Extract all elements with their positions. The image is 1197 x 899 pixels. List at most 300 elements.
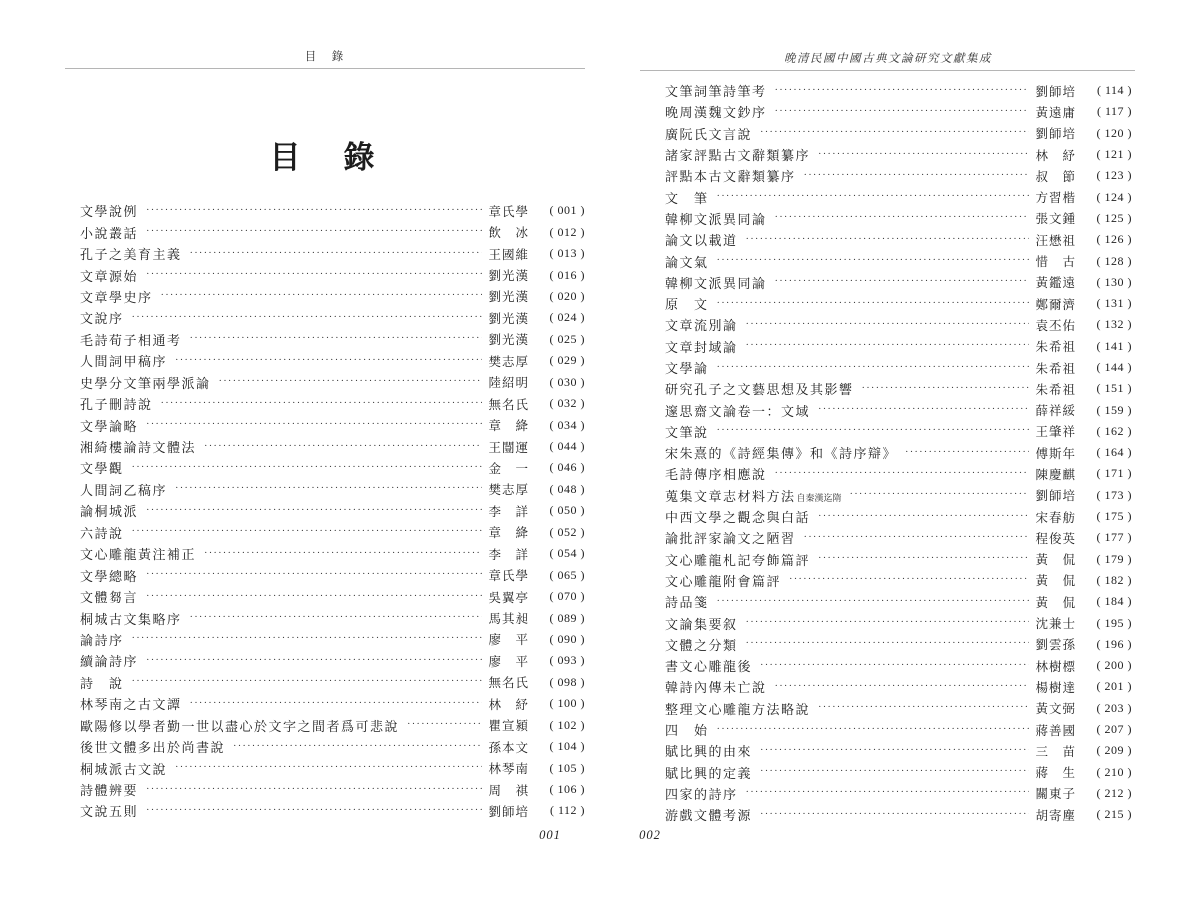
entry-title: 論文以載道 xyxy=(665,233,738,249)
toc-title: 目 錄 xyxy=(269,140,381,175)
entry-author: 黃鑑遠 xyxy=(1035,276,1076,291)
entry-page: ( 177 ) xyxy=(1076,530,1132,545)
dot-leader xyxy=(407,718,482,732)
entry-page: ( 182 ) xyxy=(1076,573,1132,588)
entry-page: ( 203 ) xyxy=(1076,701,1132,716)
toc-entry xyxy=(665,165,1132,186)
entry-author: 林 紓 xyxy=(488,697,529,712)
entry-page: ( 131 ) xyxy=(1076,296,1132,311)
entry-author: 章氏學 xyxy=(488,569,529,584)
dot-leader xyxy=(146,225,482,239)
dot-leader xyxy=(132,311,483,325)
entry-page: ( 054 ) xyxy=(529,546,585,561)
toc-entry xyxy=(665,186,1132,207)
entry-page: ( 209 ) xyxy=(1076,743,1132,758)
toc-entry xyxy=(80,543,585,564)
dot-leader xyxy=(789,573,1029,587)
entry-title: 文章流別論 xyxy=(665,318,738,334)
entry-page: ( 171 ) xyxy=(1076,466,1132,481)
entry-title: 賦比興的定義 xyxy=(665,765,753,781)
toc-entry xyxy=(80,436,585,457)
entry-title: 桐城派古文說 xyxy=(80,761,168,777)
entry-title: 文心雕龍黃注補正 xyxy=(80,547,197,563)
entry-author: 廖 平 xyxy=(488,633,529,648)
entry-page: ( 112 ) xyxy=(529,803,585,818)
entry-title: 詩品箋 xyxy=(665,595,709,611)
toc-entry xyxy=(80,372,585,393)
toc-entry xyxy=(665,442,1132,463)
dot-leader xyxy=(746,786,1030,800)
dot-leader xyxy=(746,339,1030,353)
toc-entry xyxy=(665,570,1132,591)
entry-title: 文章封域論 xyxy=(665,339,738,355)
toc-entry xyxy=(80,800,585,821)
entry-title: 文筆詞筆詩筆考 xyxy=(665,84,767,100)
entry-page: ( 162 ) xyxy=(1076,424,1132,439)
entry-page: ( 114 ) xyxy=(1076,83,1132,98)
entry-title: 原 文 xyxy=(665,297,709,313)
entry-title: 後世文體多出於尚書說 xyxy=(80,740,226,756)
entry-title: 文學論 xyxy=(665,361,709,376)
dot-leader xyxy=(717,190,1030,204)
toc-entry xyxy=(80,350,585,371)
left-folio: 001 xyxy=(539,828,561,842)
toc-entry xyxy=(665,144,1132,165)
dot-leader xyxy=(818,148,1029,162)
entry-author: 劉光漢 xyxy=(488,333,529,348)
toc-entry xyxy=(80,393,585,414)
entry-page: ( 175 ) xyxy=(1076,509,1132,524)
toc-entry xyxy=(665,272,1132,293)
toc-entry xyxy=(665,549,1132,570)
entry-title: 詩體辨要 xyxy=(80,783,139,799)
entry-page: ( 001 ) xyxy=(529,203,585,218)
entry-page: ( 029 ) xyxy=(529,353,585,368)
entry-author: 鄭爾濟 xyxy=(1035,297,1076,312)
entry-page: ( 173 ) xyxy=(1076,488,1132,503)
entry-title: 文學論略 xyxy=(80,418,139,434)
entry-page: ( 065 ) xyxy=(529,568,585,583)
toc-entry xyxy=(80,672,585,693)
toc-entry xyxy=(665,123,1132,144)
entry-author: 馬其昶 xyxy=(488,612,529,627)
entry-title: 書文心雕龍後 xyxy=(665,659,753,675)
entry-title: 韓詩內傳未亡說 xyxy=(665,680,767,696)
dot-leader xyxy=(775,275,1030,289)
entry-title: 文說五則 xyxy=(80,804,139,820)
entry-page: ( 123 ) xyxy=(1076,168,1132,183)
entry-author: 林樹標 xyxy=(1035,659,1076,674)
entry-author: 飲 冰 xyxy=(488,226,529,241)
entry-author: 章氏學 xyxy=(488,204,529,219)
entry-title: 評點本古文辭類纂序 xyxy=(665,169,796,185)
entry-page: ( 052 ) xyxy=(529,525,585,540)
entry-author: 程俊英 xyxy=(1035,531,1076,546)
entry-title: 游戲文體考源 xyxy=(665,808,753,824)
entry-author: 惜 古 xyxy=(1035,255,1076,270)
toc-entry xyxy=(80,457,585,478)
entry-page: ( 117 ) xyxy=(1076,104,1132,119)
right-folio: 002 xyxy=(639,828,661,842)
entry-author: 關東子 xyxy=(1035,787,1076,802)
entry-page: ( 141 ) xyxy=(1076,339,1132,354)
toc-entry xyxy=(665,80,1132,101)
entry-title: 文說序 xyxy=(80,311,124,327)
entry-page: ( 207 ) xyxy=(1076,722,1132,737)
toc-entry xyxy=(80,264,585,285)
entry-page: ( 130 ) xyxy=(1076,275,1132,290)
toc-entry xyxy=(80,243,585,264)
entry-page: ( 159 ) xyxy=(1076,403,1132,418)
toc-entry xyxy=(665,634,1132,655)
toc-entry xyxy=(80,586,585,607)
toc-entry xyxy=(665,208,1132,229)
entry-title: 桐城古文集略序 xyxy=(80,611,182,627)
entry-title: 文學觀 xyxy=(80,461,124,477)
dot-leader xyxy=(905,446,1029,460)
entry-page: ( 030 ) xyxy=(529,375,585,390)
entry-title: 人間詞甲稿序 xyxy=(80,354,168,370)
entry-title: 論詩序 xyxy=(80,632,124,648)
entry-page: ( 100 ) xyxy=(529,696,585,711)
entry-author: 劉雲孫 xyxy=(1035,638,1076,653)
entry-page: ( 151 ) xyxy=(1076,381,1132,396)
entry-title: 韓柳文派異同論 xyxy=(665,211,767,227)
dot-leader xyxy=(161,289,483,303)
entry-page: ( 184 ) xyxy=(1076,594,1132,609)
entry-author: 樊志厚 xyxy=(488,354,529,369)
toc-entry xyxy=(80,757,585,778)
toc-entry xyxy=(665,399,1132,420)
dot-leader xyxy=(190,611,483,625)
toc-entry xyxy=(665,527,1132,548)
dot-leader xyxy=(132,675,483,689)
dot-leader xyxy=(746,637,1030,651)
toc-entry xyxy=(665,612,1132,633)
entry-title: 文心雕龍附會篇評 xyxy=(665,573,782,589)
entry-page: ( 128 ) xyxy=(1076,254,1132,269)
entry-author: 李 詳 xyxy=(488,547,529,562)
dot-leader xyxy=(219,375,483,389)
entry-author: 方習楷 xyxy=(1035,191,1076,206)
entry-author: 三 苗 xyxy=(1035,744,1076,759)
toc-entry xyxy=(665,506,1132,527)
dot-leader xyxy=(175,354,482,368)
entry-page: ( 016 ) xyxy=(529,268,585,283)
entry-page: ( 025 ) xyxy=(529,332,585,347)
entry-author: 李 詳 xyxy=(488,504,529,519)
entry-title: 論批評家論文之陋習 xyxy=(665,531,796,547)
entry-title: 史學分文筆兩學派論 xyxy=(80,375,211,391)
dot-leader xyxy=(717,424,1030,438)
entry-title: 毛詩荀子相通考 xyxy=(80,332,182,348)
entry-author: 黃 侃 xyxy=(1035,595,1076,610)
right-running-header: 晚清民國中國古典文論研究文獻集成 xyxy=(784,53,992,65)
entry-title: 蒐集文章志材料方法自秦漢迄隋 xyxy=(665,488,842,504)
entry-title: 四 始 xyxy=(665,723,709,739)
toc-entry xyxy=(80,414,585,435)
toc-entry xyxy=(80,736,585,757)
toc-entry xyxy=(665,101,1132,122)
dot-leader xyxy=(190,697,483,711)
entry-page: ( 070 ) xyxy=(529,589,585,604)
entry-title: 中西文學之觀念與白話 xyxy=(665,510,811,526)
dot-leader xyxy=(804,169,1030,183)
toc-entry xyxy=(80,564,585,585)
dot-leader xyxy=(132,632,483,646)
entry-author: 胡寄塵 xyxy=(1035,808,1076,823)
entry-page: ( 125 ) xyxy=(1076,211,1132,226)
dot-leader xyxy=(717,254,1030,268)
entry-page: ( 195 ) xyxy=(1076,616,1132,631)
toc-entry xyxy=(665,655,1132,676)
dot-leader xyxy=(146,268,482,282)
dot-leader xyxy=(717,595,1030,609)
entry-author: 周 祺 xyxy=(488,783,529,798)
entry-author: 沈兼士 xyxy=(1035,617,1076,632)
left-running-header: 目 錄 xyxy=(304,51,346,63)
dot-leader xyxy=(818,701,1029,715)
toc-entry xyxy=(80,479,585,500)
toc-entry xyxy=(80,779,585,800)
toc-entry xyxy=(665,740,1132,761)
entry-author: 黃文弼 xyxy=(1035,702,1076,717)
dot-leader xyxy=(850,488,1030,502)
dot-leader xyxy=(146,783,482,797)
toc-entry xyxy=(665,229,1132,250)
dot-leader xyxy=(146,418,482,432)
toc-entry xyxy=(665,719,1132,740)
dot-leader xyxy=(760,808,1029,822)
toc-entry xyxy=(665,463,1132,484)
entry-title: 孔子之美育主義 xyxy=(80,247,182,263)
entry-author: 無名氏 xyxy=(488,676,529,691)
dot-leader xyxy=(760,765,1029,779)
entry-author: 劉光漢 xyxy=(488,311,529,326)
entry-page: ( 102 ) xyxy=(529,718,585,733)
entry-page: ( 106 ) xyxy=(529,782,585,797)
entry-author: 陳慶麒 xyxy=(1035,467,1076,482)
entry-title: 文章源始 xyxy=(80,268,139,284)
entry-title: 文體之分類 xyxy=(665,637,738,653)
entry-author: 朱希祖 xyxy=(1035,340,1076,355)
entry-title: 邃思齋文論卷一：文域 xyxy=(665,403,811,419)
toc-entry xyxy=(665,357,1132,378)
dot-leader xyxy=(132,461,483,475)
dot-leader xyxy=(190,332,483,346)
entry-page: ( 179 ) xyxy=(1076,552,1132,567)
dot-leader xyxy=(775,105,1030,119)
dot-leader xyxy=(190,247,483,261)
entry-title: 人間詞乙稿序 xyxy=(80,482,168,498)
dot-leader xyxy=(717,361,1030,375)
entry-page: ( 048 ) xyxy=(529,482,585,497)
entry-author: 黃 侃 xyxy=(1035,553,1076,568)
dot-leader xyxy=(204,440,482,454)
right-header-rule xyxy=(640,70,1135,71)
toc-entry xyxy=(665,591,1132,612)
dot-leader xyxy=(775,467,1030,481)
dot-leader xyxy=(717,297,1030,311)
entry-page: ( 050 ) xyxy=(529,503,585,518)
entry-author: 樊志厚 xyxy=(488,483,529,498)
dot-leader xyxy=(146,654,482,668)
dot-leader xyxy=(204,547,482,561)
entry-author: 孫本文 xyxy=(488,740,529,755)
toc-entry xyxy=(80,650,585,671)
entry-title: 廣阮氏文言說 xyxy=(665,126,753,142)
entry-author: 劉師培 xyxy=(1035,84,1076,99)
entry-author: 劉師培 xyxy=(1035,489,1076,504)
dot-leader xyxy=(760,126,1029,140)
entry-author: 王國維 xyxy=(488,247,529,262)
entry-page: ( 046 ) xyxy=(529,460,585,475)
entry-author: 傅斯年 xyxy=(1035,446,1076,461)
entry-title: 文論集要叙 xyxy=(665,616,738,632)
entry-page: ( 210 ) xyxy=(1076,765,1132,780)
entry-page: ( 121 ) xyxy=(1076,147,1132,162)
entry-title: 文章學史序 xyxy=(80,289,153,305)
entry-title: 整理文心雕龍方法略說 xyxy=(665,701,811,717)
entry-author: 黃遠庸 xyxy=(1035,105,1076,120)
dot-leader xyxy=(717,723,1030,737)
entry-page: ( 093 ) xyxy=(529,653,585,668)
entry-author: 無名氏 xyxy=(488,397,529,412)
entry-page: ( 144 ) xyxy=(1076,360,1132,375)
entry-page: ( 105 ) xyxy=(529,761,585,776)
entry-page: ( 196 ) xyxy=(1076,637,1132,652)
entry-title: 詩 說 xyxy=(80,675,124,691)
entry-title: 湘綺樓論詩文體法 xyxy=(80,440,197,456)
entry-title: 文學總略 xyxy=(80,568,139,584)
dot-leader xyxy=(746,233,1030,247)
entry-title: 毛詩傳序相應說 xyxy=(665,467,767,483)
entry-author: 劉光漢 xyxy=(488,269,529,284)
entry-title: 賦比興的由來 xyxy=(665,744,753,760)
entry-author: 薛祥綏 xyxy=(1035,404,1076,419)
entry-author: 朱希祖 xyxy=(1035,361,1076,376)
toc-entry xyxy=(665,293,1132,314)
toc-entry xyxy=(665,676,1132,697)
entry-author: 汪懋祖 xyxy=(1035,233,1076,248)
entry-author: 林琴南 xyxy=(488,762,529,777)
dot-leader xyxy=(818,510,1029,524)
entry-author: 劉光漢 xyxy=(488,290,529,305)
dot-leader xyxy=(746,318,1030,332)
entry-title: 六詩說 xyxy=(80,525,124,541)
entry-author: 朱希祖 xyxy=(1035,382,1076,397)
entry-page: ( 044 ) xyxy=(529,439,585,454)
entry-page: ( 212 ) xyxy=(1076,786,1132,801)
entry-author: 王闓運 xyxy=(488,440,529,455)
entry-page: ( 012 ) xyxy=(529,225,585,240)
toc-entry xyxy=(665,485,1132,506)
dot-leader xyxy=(775,211,1030,225)
dot-leader xyxy=(818,552,1029,566)
entry-page: ( 215 ) xyxy=(1076,807,1132,822)
entry-author: 金 一 xyxy=(488,461,529,476)
entry-title: 四家的詩序 xyxy=(665,786,738,802)
left-header-rule xyxy=(65,68,585,69)
entry-page: ( 120 ) xyxy=(1076,126,1132,141)
entry-page: ( 090 ) xyxy=(529,632,585,647)
toc-entry xyxy=(80,607,585,628)
toc-entry xyxy=(80,329,585,350)
dot-leader xyxy=(146,590,482,604)
dot-leader xyxy=(818,403,1029,417)
toc-entry xyxy=(665,336,1132,357)
entry-page: ( 089 ) xyxy=(529,611,585,626)
toc-entry xyxy=(80,715,585,736)
entry-page: ( 034 ) xyxy=(529,418,585,433)
entry-page: ( 098 ) xyxy=(529,675,585,690)
dot-leader xyxy=(146,504,482,518)
toc-entry xyxy=(80,500,585,521)
entry-page: ( 013 ) xyxy=(529,246,585,261)
toc-entry xyxy=(80,200,585,221)
entry-title: 文 筆 xyxy=(665,190,709,206)
entry-author: 蔣善國 xyxy=(1035,723,1076,738)
toc-entry xyxy=(665,783,1132,804)
toc-entry xyxy=(80,522,585,543)
entry-title: 宋朱熹的《詩經集傳》和《詩序辯》 xyxy=(665,446,898,462)
entry-page: ( 164 ) xyxy=(1076,445,1132,460)
toc-entry xyxy=(665,250,1132,271)
toc-entry xyxy=(80,307,585,328)
entry-title: 孔子刪詩說 xyxy=(80,397,153,413)
entry-author: 王肇祥 xyxy=(1035,425,1076,440)
dot-leader xyxy=(775,84,1030,98)
entry-title: 文筆說 xyxy=(665,424,709,440)
dot-leader xyxy=(862,382,1030,396)
entry-title: 論文氣 xyxy=(665,254,709,270)
toc-entry xyxy=(80,693,585,714)
toc-entry xyxy=(665,698,1132,719)
toc-entry xyxy=(665,804,1132,825)
entry-page: ( 124 ) xyxy=(1076,190,1132,205)
dot-leader xyxy=(746,616,1030,630)
entry-author: 黃 侃 xyxy=(1035,574,1076,589)
entry-page: ( 126 ) xyxy=(1076,232,1132,247)
toc-entry xyxy=(80,286,585,307)
entry-title: 歐陽修以學者勤一世以盡心於文字之間者爲可悲說 xyxy=(80,718,400,734)
dot-leader xyxy=(146,204,482,218)
entry-title: 論桐城派 xyxy=(80,504,139,520)
toc-list-right xyxy=(665,80,1132,825)
dot-leader xyxy=(233,740,482,754)
entry-title: 研究孔子之文藝思想及其影響 xyxy=(665,382,854,398)
toc-list-left xyxy=(80,200,585,822)
entry-page: ( 020 ) xyxy=(529,289,585,304)
entry-author: 張文鍾 xyxy=(1035,212,1076,227)
toc-entry xyxy=(80,629,585,650)
entry-author: 楊樹達 xyxy=(1035,680,1076,695)
dot-leader xyxy=(775,680,1030,694)
entry-note: 自秦漢迄隋 xyxy=(796,492,842,503)
entry-author: 叔 節 xyxy=(1035,169,1076,184)
dot-leader xyxy=(175,761,482,775)
toc-entry xyxy=(665,762,1132,783)
dot-leader xyxy=(146,804,482,818)
entry-author: 蔣 生 xyxy=(1035,766,1076,781)
entry-title: 文體芻言 xyxy=(80,590,139,606)
entry-title: 韓柳文派異同論 xyxy=(665,275,767,291)
entry-page: ( 200 ) xyxy=(1076,658,1132,673)
entry-title: 晚周漢魏文鈔序 xyxy=(665,105,767,121)
entry-author: 廖 平 xyxy=(488,654,529,669)
toc-entry xyxy=(665,314,1132,335)
entry-page: ( 104 ) xyxy=(529,739,585,754)
